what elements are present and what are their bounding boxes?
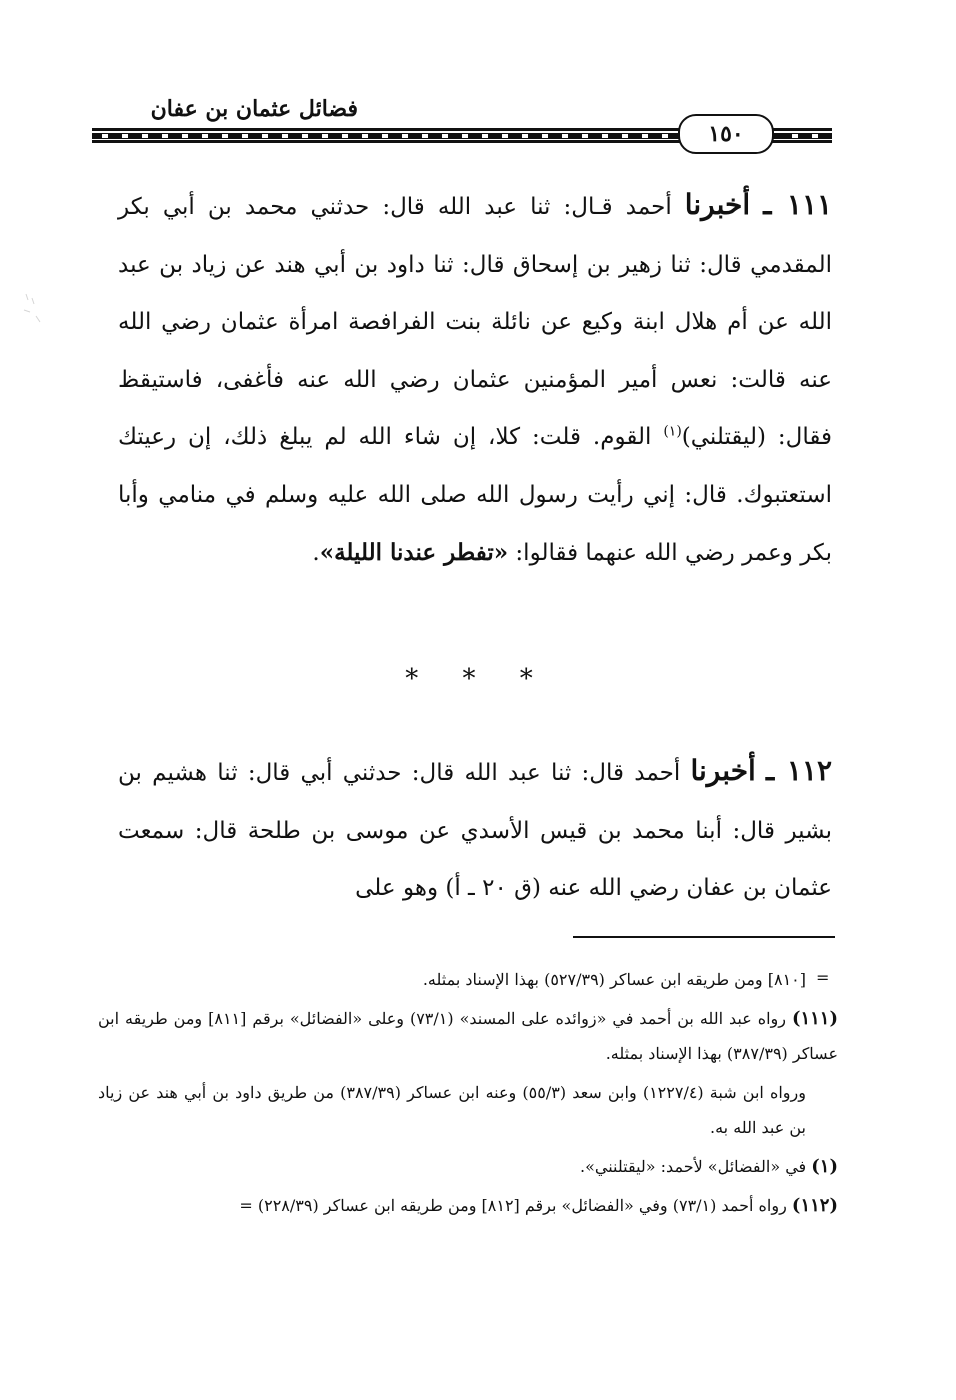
footnote-text: رواه عبد الله بن أحمد في «زوائده على المسند» (٧٣/١) وعلى «الفضائل» برقم [٨١١] ومن طريقه ابن عساكر (٣٨٧/٣٩) بهذا الإسناد بمثله. bbox=[98, 1009, 838, 1063]
footnote-111 bbox=[98, 1001, 838, 1071]
footnote-text: رواه أحمد (٧٣/١) وفي «الفضائل» برقم [٨١٢] ومن طريقه ابن عساكر (٢٢٨/٣٩) = bbox=[239, 1196, 787, 1215]
hadith-end-punct: . bbox=[312, 540, 320, 566]
footnote-reference: (١) bbox=[663, 423, 682, 440]
footnote-text: في «الفضائل» لأحمد: «ليقتلنني». bbox=[579, 1157, 807, 1176]
hadith-text: أحمد قـال: ثنا عبد الله قال: حدثني محمد بن أبي بكر المقدمي قال: ثنا زهير بن إسحاق قال: ثنا داود بن أبي هند عن زياد بن عبد الله عن أم هلال ابنة وكيع عن نائلة بنت الفرافصة امرأة عثمان رضي الله عنه قالت: نعس أمير المؤمنين عثمان رضي الله عنه فأغفى، فاستيقظ فقال: (ليقتلني) bbox=[118, 194, 832, 450]
footnote-112 bbox=[98, 1188, 838, 1223]
footnote-label: (١) bbox=[811, 1156, 838, 1177]
hadith-text: أحمد قال: ثنا عبد الله قال: حدثني أبي قال: ثنا هشيم بن بشير قال: أبنا محمد بن قيس الأسدي عن موسى بن طلحة قال: سمعت عثمان بن عفان رضي الله عنه (ق ٢٠ ـ أ) وهو على bbox=[118, 760, 832, 901]
scan-artifact-mark bbox=[20, 290, 48, 330]
section-separator-asterisks: * * * bbox=[405, 664, 551, 694]
footnotes-section bbox=[98, 962, 838, 1227]
hadith-number: ١١٢ ـ bbox=[766, 754, 833, 787]
hadith-text-continued: القوم. قلت: كلا، إن شاء الله لم يبلغ ذلك، إن رعيتك استعتبوك. قال: إني رأيت رسول الله صلى الله عليه وسلم في منامي وأبا بكر وعمر رضي الله عنهما فقالوا: bbox=[118, 424, 832, 566]
page-number-badge: ١٥٠ bbox=[678, 114, 774, 154]
footnote-separator-rule bbox=[573, 936, 835, 938]
running-header-title: فضائل عثمان بن عفان bbox=[150, 96, 358, 122]
footnote-label: (١١١) bbox=[791, 1008, 839, 1029]
footnote-1 bbox=[98, 1149, 838, 1184]
footnote-continuation-mark: = bbox=[816, 968, 830, 987]
hadith-112-paragraph bbox=[118, 742, 832, 918]
hadith-opening-word: أخبرنا bbox=[690, 754, 756, 787]
footnote-label: (١١٢) bbox=[791, 1195, 838, 1216]
hadith-opening-word: أخبرنا bbox=[684, 188, 751, 221]
hadith-number: ١١١ ـ bbox=[763, 188, 833, 221]
footnote-111-continued: ورواه ابن شبة (١٢٢٧/٤) وابن سعد (٥٥/٣) وعنه ابن عساكر (٣٨٧/٣٩) من طريق داود بن أبي هند عن زياد بن عبد الله به. bbox=[98, 1083, 806, 1137]
hadith-111-paragraph bbox=[118, 176, 832, 583]
hadith-quote: «تفطر عندنا الليلة» bbox=[319, 539, 509, 566]
footnote-previous-continued: [٨١٠] ومن طريقه ابن عساكر (٥٢٧/٣٩) بهذا الإسناد بمثله. bbox=[422, 970, 806, 989]
